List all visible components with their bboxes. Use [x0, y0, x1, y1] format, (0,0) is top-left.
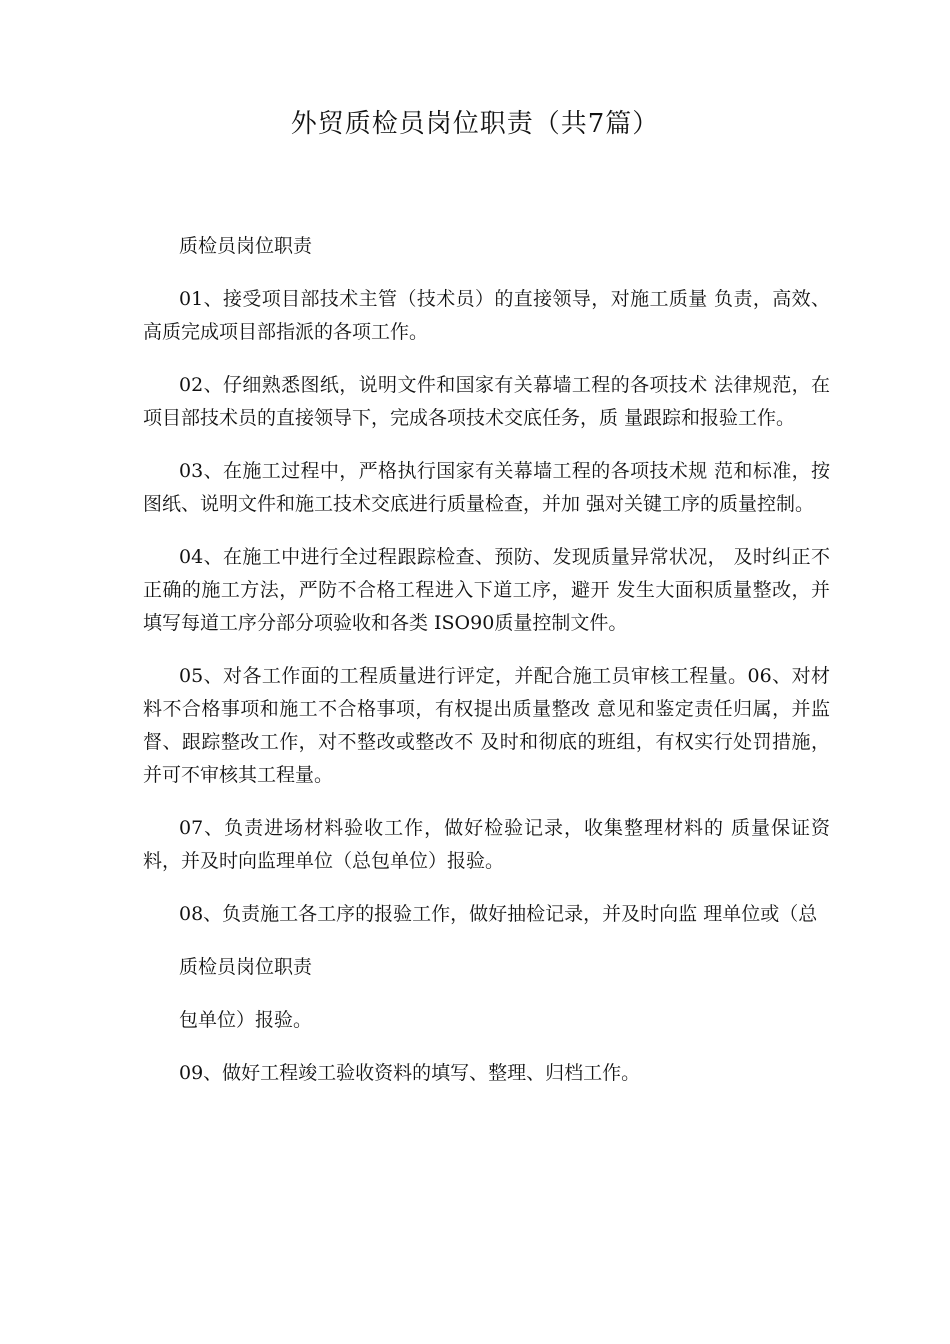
- paragraph-05: 05、对各工作面的工程质量进行评定，并配合施工员审核工程量。06、对材料不合格事项和施工不合格事项，有权提出质量整改 意见和鉴定责任归属，并监督、跟踪整改工作，对不整改或整改不 及时和彻底的班组，有权实行处罚措施，并可不审核其工程量。: [143, 665, 830, 786]
- paragraph-04: 04、在施工中进行全过程跟踪检查、预防、发现质量异常状况， 及时纠正不正确的施工方法，严防不合格工程进入下道工序，避开 发生大面积质量整改，并填写每道工序分部分项验收和各类 ISO90质量控制文件。: [143, 546, 830, 634]
- section-heading-repeat: 质检员岗位职责: [179, 956, 313, 978]
- document-body: [143, 230, 830, 1110]
- paragraph-02: 02、仔细熟悉图纸，说明文件和国家有关幕墙工程的各项技术 法律规范，在项目部技术员的直接领导下，完成各项技术交底任务，质 量跟踪和报验工作。: [143, 374, 830, 429]
- paragraph-01: 01、接受项目部技术主管（技术员）的直接领导，对施工质量 负责，高效、高质完成项目部指派的各项工作。: [143, 288, 830, 343]
- paragraph-09: 09、做好工程竣工验收资料的填写、整理、归档工作。: [179, 1062, 641, 1084]
- section-heading: 质检员岗位职责: [179, 235, 313, 257]
- document-title: 外贸质检员岗位职责（共7篇）: [290, 109, 660, 139]
- paragraph-08: 08、负责施工各工序的报验工作，做好抽检记录，并及时向监 理单位或（总: [179, 903, 818, 925]
- paragraph-07: 07、负责进场材料验收工作，做好检验记录，收集整理材料的 质量保证资料，并及时向监理单位（总包单位）报验。: [143, 817, 830, 872]
- paragraph-08-continued: 包单位）报验。: [179, 1009, 313, 1031]
- paragraph-03: 03、在施工过程中，严格执行国家有关幕墙工程的各项技术规 范和标准，按图纸、说明文件和施工技术交底进行质量检查，并加 强对关键工序的质量控制。: [143, 460, 830, 515]
